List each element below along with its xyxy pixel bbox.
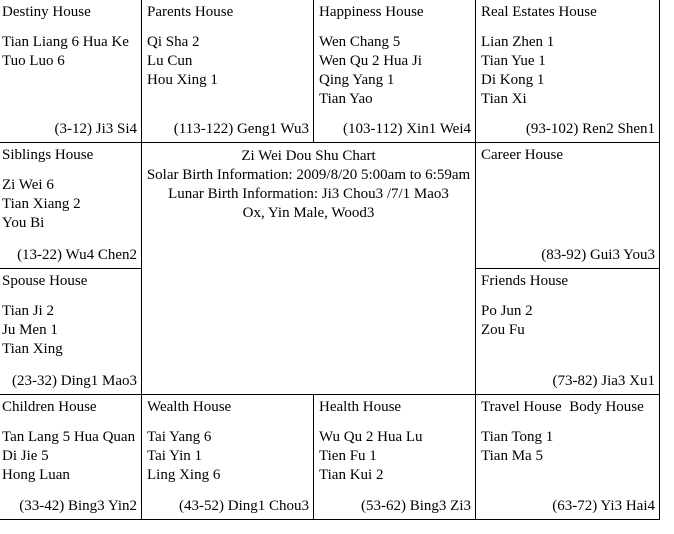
star-item: Tian Yao bbox=[319, 91, 373, 107]
star-list bbox=[2, 176, 81, 233]
spouse-house bbox=[0, 269, 141, 394]
star-item: Tan Lang 5 Hua Quan bbox=[2, 429, 136, 445]
star-item: Tien Fu 1 bbox=[319, 448, 377, 464]
star-item: Ju Men 1 bbox=[2, 322, 58, 338]
star-list bbox=[147, 33, 218, 90]
star-list bbox=[2, 302, 63, 359]
age-range: (43-52) Ding1 Chou3 bbox=[179, 498, 309, 514]
star-item: Tian Tong 1 bbox=[481, 429, 554, 445]
age-range: (83-92) Gui3 You3 bbox=[541, 247, 655, 263]
star-item: Tai Yin 1 bbox=[147, 448, 203, 464]
age-range: (33-42) Bing3 Yin2 bbox=[19, 498, 137, 514]
age-range: (63-72) Yi3 Hai4 bbox=[552, 498, 655, 514]
star-item: Lian Zhen 1 bbox=[481, 34, 555, 50]
star-item: Tian Xiang 2 bbox=[2, 196, 81, 212]
star-item: Tuo Luo 6 bbox=[2, 53, 65, 69]
grid-line bbox=[0, 519, 660, 520]
age-range: (53-62) Bing3 Zi3 bbox=[361, 498, 471, 514]
star-item: You Bi bbox=[2, 215, 45, 231]
star-item: Zou Fu bbox=[481, 322, 525, 338]
siblings-house bbox=[0, 143, 141, 268]
star-list bbox=[481, 33, 554, 109]
destiny-house bbox=[0, 0, 141, 142]
grid-line bbox=[659, 0, 660, 520]
real-estates-house bbox=[476, 0, 659, 142]
age-range: (73-82) Jia3 Xu1 bbox=[552, 373, 655, 389]
chart-title: Zi Wei Dou Shu Chart bbox=[241, 148, 376, 164]
house-title: Health House bbox=[319, 399, 402, 415]
star-item: Tai Yang 6 bbox=[147, 429, 212, 445]
star-item: Hong Luan bbox=[2, 467, 70, 483]
age-range: (93-102) Ren2 Shen1 bbox=[525, 121, 655, 137]
star-item: Tian Ma 5 bbox=[481, 448, 543, 464]
house-title: Destiny House bbox=[2, 4, 91, 20]
star-item: Tian Xing bbox=[2, 341, 63, 357]
house-title: Children House bbox=[2, 399, 97, 415]
lunar-birth-info: Lunar Birth Information: Ji3 Chou3 /7/1 Mao3 bbox=[168, 186, 449, 202]
star-list bbox=[319, 428, 423, 485]
star-item: Wen Qu 2 Hua Ji bbox=[319, 53, 422, 69]
star-list bbox=[481, 302, 533, 340]
star-item: Wen Chang 5 bbox=[319, 34, 401, 50]
chart-info bbox=[142, 147, 475, 223]
age-range: (3-12) Ji3 Si4 bbox=[54, 121, 137, 137]
house-title: Siblings House bbox=[2, 147, 94, 163]
house-title: Spouse House bbox=[2, 273, 88, 289]
star-item: Qing Yang 1 bbox=[319, 72, 395, 88]
star-item: Zi Wei 6 bbox=[2, 177, 54, 193]
house-title: Friends House bbox=[481, 273, 569, 289]
house-title: Happiness House bbox=[319, 4, 424, 20]
friends-house bbox=[476, 269, 659, 394]
star-list bbox=[319, 33, 422, 109]
star-list bbox=[2, 428, 135, 485]
star-item: Hou Xing 1 bbox=[147, 72, 218, 88]
age-range: (23-32) Ding1 Mao3 bbox=[12, 373, 137, 389]
happiness-house bbox=[314, 0, 475, 142]
star-item: Qi Sha 2 bbox=[147, 34, 200, 50]
profile-info: Ox, Yin Male, Wood3 bbox=[242, 205, 375, 221]
star-item: Tian Yue 1 bbox=[481, 53, 546, 69]
star-item: Tian Liang 6 Hua Ke bbox=[2, 34, 129, 50]
star-item: Tian Xi bbox=[481, 91, 527, 107]
star-list bbox=[481, 428, 553, 466]
star-item: Wu Qu 2 Hua Lu bbox=[319, 429, 423, 445]
house-title: Parents House bbox=[147, 4, 234, 20]
star-item: Lu Cun bbox=[147, 53, 193, 69]
star-item: Tian Ji 2 bbox=[2, 303, 54, 319]
star-item: Tian Kui 2 bbox=[319, 467, 384, 483]
parents-house bbox=[142, 0, 313, 142]
star-item: Di Kong 1 bbox=[481, 72, 545, 88]
star-list bbox=[147, 428, 220, 485]
travel-house bbox=[476, 395, 659, 519]
star-item: Po Jun 2 bbox=[481, 303, 533, 319]
children-house bbox=[0, 395, 141, 519]
house-title: Travel House Body House bbox=[481, 399, 644, 415]
age-range: (13-22) Wu4 Chen2 bbox=[17, 247, 137, 263]
house-title: Real Estates House bbox=[481, 4, 597, 20]
star-list bbox=[2, 33, 129, 71]
star-item: Ling Xing 6 bbox=[147, 467, 221, 483]
house-title: Career House bbox=[481, 147, 564, 163]
health-house bbox=[314, 395, 475, 519]
star-item: Di Jie 5 bbox=[2, 448, 49, 464]
wealth-house bbox=[142, 395, 313, 519]
career-house bbox=[476, 143, 659, 268]
house-title: Wealth House bbox=[147, 399, 232, 415]
age-range: (103-112) Xin1 Wei4 bbox=[343, 121, 471, 137]
solar-birth-info: Solar Birth Information: 2009/8/20 5:00am to 6:59am bbox=[146, 167, 471, 183]
age-range: (113-122) Geng1 Wu3 bbox=[173, 121, 309, 137]
